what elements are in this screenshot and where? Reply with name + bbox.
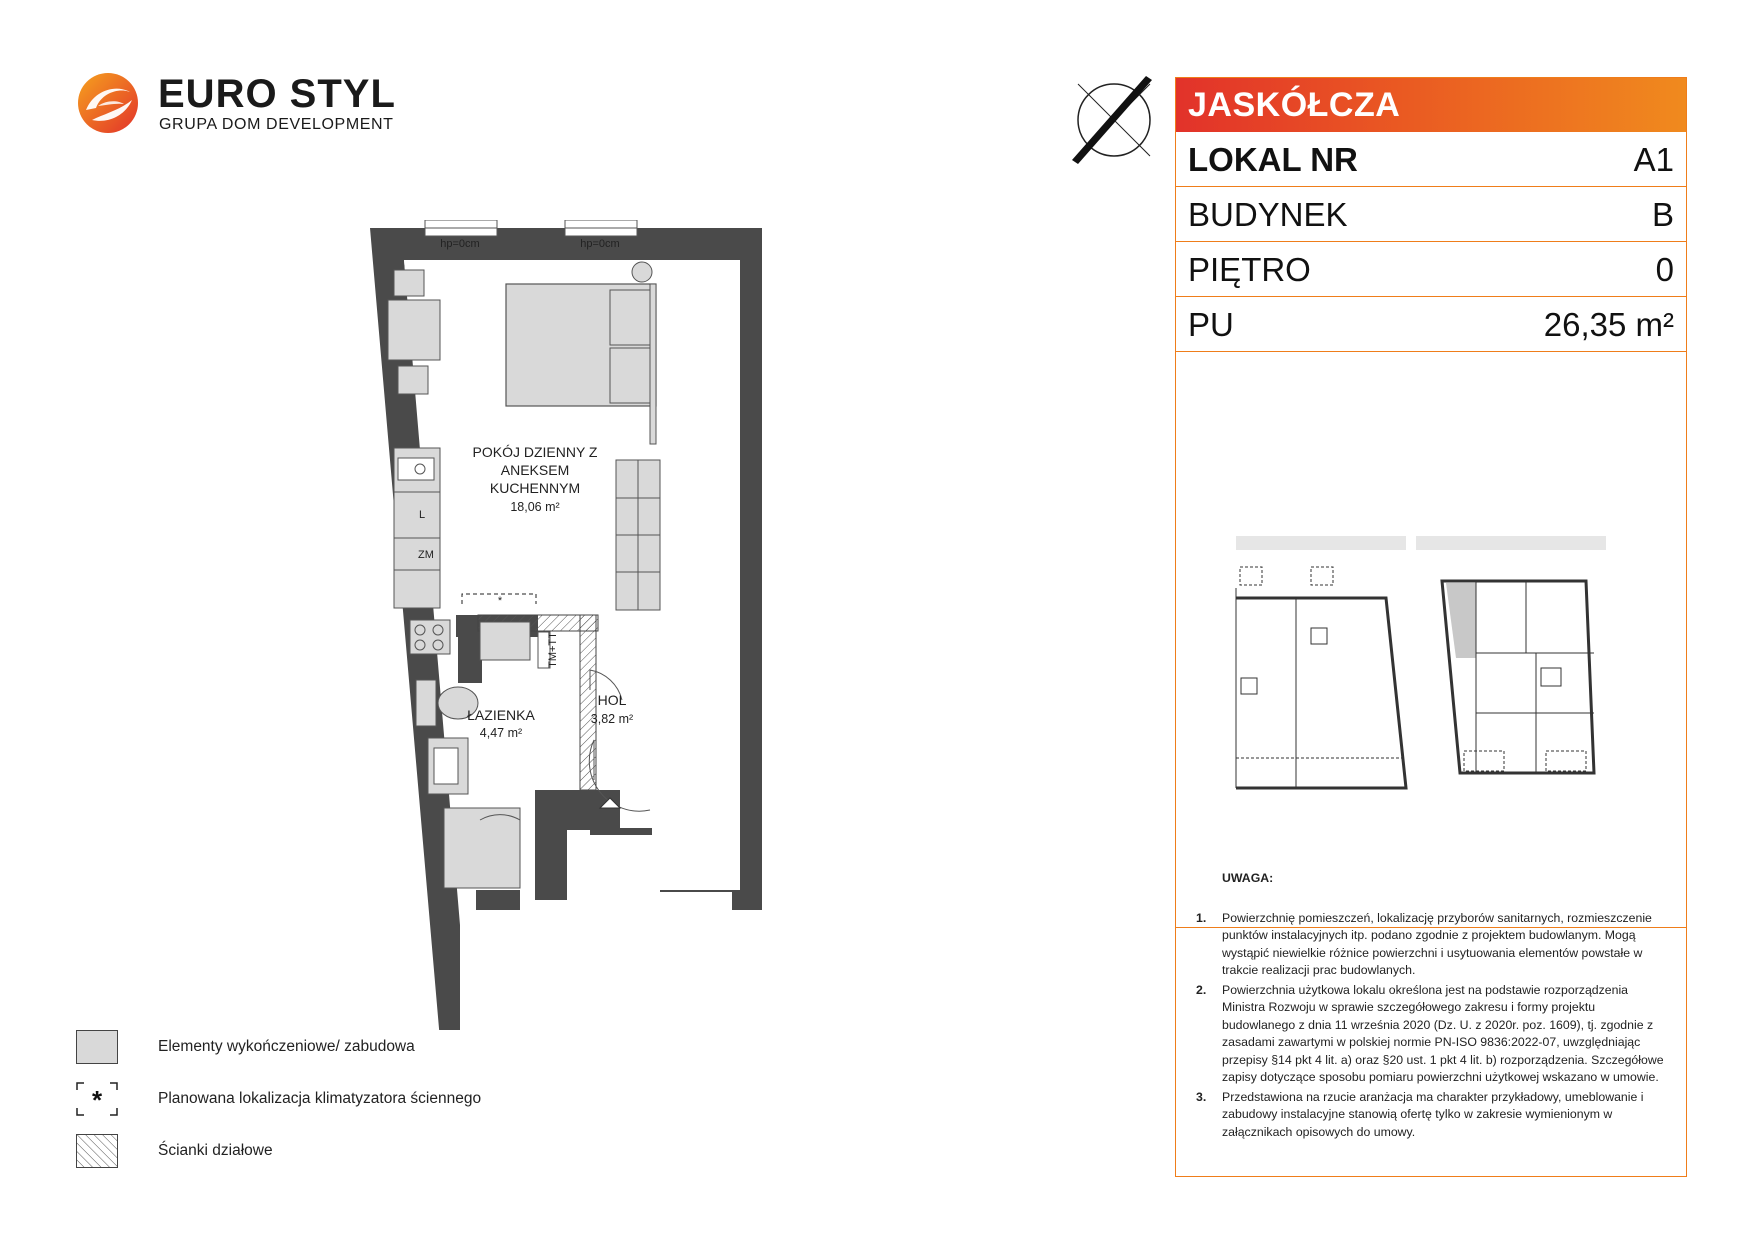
ac-symbol: * — [91, 1085, 103, 1115]
legend-item-finishing — [76, 1030, 676, 1070]
ac-marker-icon — [76, 1082, 118, 1116]
room-bathroom-name: ŁAZIENKA — [467, 707, 535, 723]
grey-swatch-icon — [76, 1030, 118, 1064]
unit-info-panel — [1175, 77, 1687, 1177]
room-living-area: 18,06 m² — [510, 500, 560, 514]
brand-name: EURO STYL — [158, 72, 396, 116]
row-area — [1176, 297, 1686, 352]
legend-item-ac — [76, 1082, 676, 1122]
room-living-name-line1: POKÓJ DZIENNY Z — [472, 444, 598, 460]
legend-text: Elementy wykończeniowe/ zabudowa — [158, 1038, 415, 1055]
toilet-tank — [416, 680, 436, 726]
row-value: 0 — [1655, 251, 1674, 288]
shower — [444, 808, 520, 888]
floor-plan-drawing — [360, 220, 780, 1030]
mini-plan-right — [1416, 536, 1606, 773]
row-label: BUDYNEK — [1188, 196, 1348, 233]
dishwasher-label: ZM — [418, 549, 434, 561]
note-item — [1196, 1089, 1666, 1142]
hatched-swatch-icon — [76, 1134, 118, 1168]
note-item — [1196, 910, 1666, 980]
row-label: LOKAL NR — [1188, 141, 1358, 178]
room-bathroom-area: 4,47 m² — [479, 726, 523, 740]
floor-plan — [360, 220, 780, 1030]
fridge-label: L — [418, 509, 426, 521]
note-number: 1. — [1196, 910, 1207, 925]
row-value: B — [1651, 196, 1674, 233]
legend-item-partition — [76, 1134, 676, 1174]
meter-label: TM+TT — [547, 632, 559, 668]
row-building — [1176, 187, 1686, 242]
cooktop — [410, 620, 450, 654]
building-location-thumbnails — [1176, 353, 1686, 928]
note-item — [1196, 982, 1666, 1087]
window-height-label: hp=0cm — [440, 238, 480, 250]
legend-text: Ścianki działowe — [158, 1142, 273, 1159]
euro-styl-logo-icon — [76, 70, 140, 136]
note-text: Powierzchnię pomieszczeń, lokalizację przyborów sanitarnych, rozmieszczenie punktów instalacyjnych itp. podano zgodnie z projektem budowlanym. Mogą wystąpić niewielkie różnice powierzchni i usytuowania elementów powstałe w trakcie realizacji prac budowlanych. — [1222, 910, 1652, 977]
row-label: PIĘTRO — [1188, 251, 1311, 288]
window-height-label: hp=0cm — [580, 238, 620, 250]
ac-marker-label: * — [497, 595, 503, 607]
note-text: Przedstawiona na rzucie aranżacja ma charakter przykładowy, umeblowanie i zabudowy instalacyjne stanowią ofertę tylko w zakresie wymienionym w załącznikach opisowych do umowy. — [1222, 1089, 1644, 1139]
mini-plan-left — [1236, 536, 1406, 788]
note-text: Powierzchnia użytkowa lokalu określona jest na podstawie rozporządzenia Ministra Rozwoju w sprawie szczegółowego zakresu i formy projektu budowlanego z dnia 11 września 2020 (Dz. U. z 2020r. poz. 1609), tj. zgodnie z zasadami zawartymi w polskiej normie PN-ISO 9836:2022-07, uwzględniając przepisy §14 pkt 4 lit. a) oraz §20 ust. 1 pkt 4 lit. b) rozporządzenia. Szczegółowe zapisy dotyczące sposobu pomiaru powierzchni użytkowej wskazano w umowie. — [1222, 982, 1664, 1084]
notes-section — [1196, 870, 1666, 1143]
brand-subtitle: GRUPA DOM DEVELOPMENT — [159, 116, 394, 133]
room-hall-name: HOL — [597, 692, 627, 708]
row-value: A1 — [1633, 141, 1674, 178]
room-living-name-line2: ANEKSEM — [500, 462, 570, 478]
row-label: PU — [1188, 306, 1234, 343]
note-number: 3. — [1196, 1089, 1207, 1104]
project-title-bar — [1176, 78, 1686, 132]
dining-table — [388, 300, 440, 360]
washing-machine — [480, 622, 530, 660]
north-arrow-icon — [1064, 70, 1164, 170]
brand-logo — [76, 70, 396, 140]
partition-wall — [458, 633, 482, 683]
legend-text: Planowana lokalizacja klimatyzatora ściennego — [158, 1090, 482, 1107]
project-name: JASKÓŁCZA — [1188, 86, 1401, 124]
room-hall-area: 3,82 m² — [590, 712, 634, 726]
chair — [394, 270, 424, 296]
chair — [398, 366, 428, 394]
row-floor — [1176, 242, 1686, 297]
notes-title: UWAGA: — [1222, 871, 1274, 885]
row-unit-number — [1176, 132, 1686, 187]
row-value: 26,35 m² — [1543, 306, 1674, 343]
room-living-name-line3: KUCHENNYM — [489, 480, 581, 496]
note-number: 2. — [1196, 982, 1207, 997]
